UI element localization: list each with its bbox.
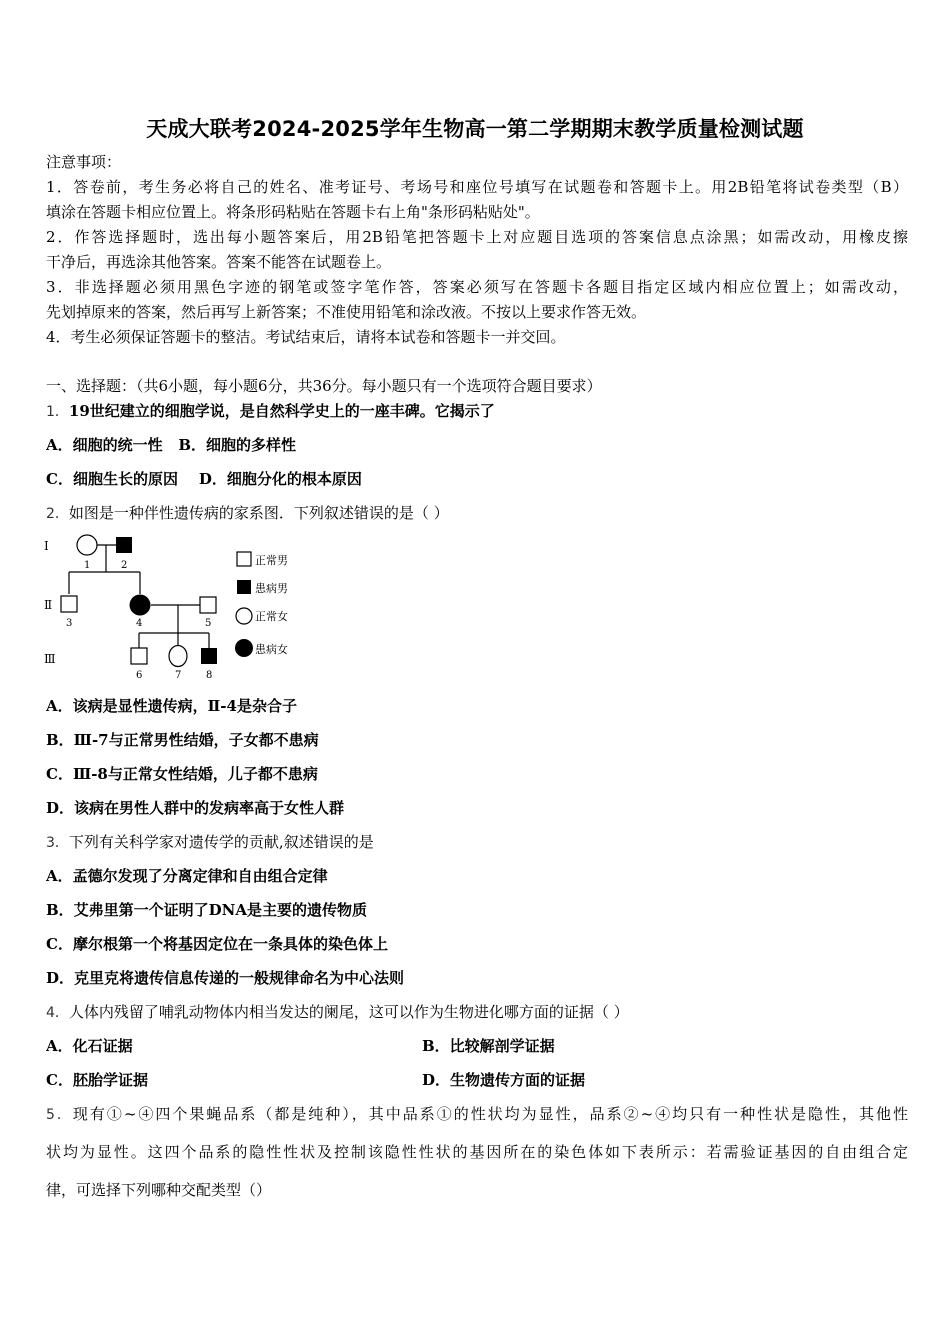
question-number: 1． xyxy=(46,404,69,420)
notice-line-3: 2．作答选择题时，选出每小题答案后，用2B铅笔把答题卡上对应题目选项的答案信息点涂黑；如需改动，用橡皮擦 xyxy=(46,228,908,246)
question-5-line-2: 状均为显性。这四个品系的隐性性状及控制该隐性性状的基因所在的染色体如下表所示：若需验证基因的自由组合定 xyxy=(46,1143,908,1161)
question-number: 3． xyxy=(46,835,69,851)
option-d: D．生物遗传方面的证据 xyxy=(422,1071,586,1089)
legend-affected-female: 患病女 xyxy=(255,643,288,656)
q2-option-b: B．Ⅲ-7与正常男性结婚，子女都不患病 xyxy=(46,731,319,749)
individual-5-normal-male xyxy=(200,597,216,613)
individual-number: 7 xyxy=(175,670,182,681)
question-stem: 现有①~④四个果蝇品系（都是纯种），其中品系①的性状均为显性，品系②~④均只有一种性状是隐性，其他性 xyxy=(72,1105,908,1123)
question-stem: 19世纪建立的细胞学说，是自然科学史上的一座丰碑。它揭示了 xyxy=(68,402,495,420)
q4-options-ab xyxy=(46,1036,908,1056)
q3-option-b: B．艾弗里第一个证明了DNA是主要的遗传物质 xyxy=(46,901,368,919)
legend-normal-female-symbol xyxy=(236,608,252,624)
legend-affected-male: 患病男 xyxy=(255,582,288,595)
section-heading: 一、选择题：（共6小题，每小题6分，共36分。每小题只有一个选项符合题目要求） xyxy=(46,377,602,395)
exam-title: 天成大联考2024-2025学年生物高一第二学期期末教学质量检测试题 xyxy=(146,117,804,141)
notice-heading: 注意事项： xyxy=(46,153,122,171)
question-stem: 人体内残留了哺乳动物体内相当发达的阑尾，这可以作为生物进化哪方面的证据（ ） xyxy=(68,1003,629,1021)
option-b: B．细胞的多样性 xyxy=(178,436,296,454)
option-a: A．细胞的统一性 xyxy=(46,436,163,454)
individual-number: 5 xyxy=(205,618,212,629)
question-3 xyxy=(46,832,908,853)
question-number: 5． xyxy=(46,1107,73,1123)
option-c: C．胚胎学证据 xyxy=(46,1071,148,1089)
question-number: 4． xyxy=(46,1005,69,1021)
individual-8-affected-male xyxy=(201,648,217,664)
individual-7-normal-female xyxy=(169,646,187,667)
pedigree-chart xyxy=(40,530,310,688)
option-c: C．细胞生长的原因 xyxy=(46,470,178,488)
individual-6-normal-male xyxy=(131,648,147,664)
question-1 xyxy=(46,401,908,422)
generation-label-2: Ⅱ xyxy=(44,598,53,612)
generation-label-1: Ⅰ xyxy=(44,539,49,553)
q3-option-a: A．孟德尔发现了分离定律和自由组合定律 xyxy=(46,867,328,885)
legend-normal-female: 正常女 xyxy=(255,610,288,623)
legend-affected-male-symbol xyxy=(237,580,251,594)
q1-options-cd xyxy=(46,469,908,489)
option-b: B．比较解剖学证据 xyxy=(422,1037,555,1055)
individual-number: 8 xyxy=(206,670,213,681)
q3-option-d: D．克里克将遗传信息传递的一般规律命名为中心法则 xyxy=(46,969,405,987)
individual-2-affected-male xyxy=(116,537,132,553)
individual-number: 6 xyxy=(136,670,143,681)
notice-line-4: 干净后，再选涂其他答案。答案不能答在试题卷上。 xyxy=(46,253,392,271)
individual-number: 1 xyxy=(84,560,91,571)
question-stem: 如图是一种伴性遗传病的家系图．下列叙述错误的是（ ） xyxy=(68,504,449,522)
question-5-line-3: 律，可选择下列哪种交配类型（） xyxy=(46,1181,272,1199)
legend-affected-female-symbol xyxy=(235,639,253,657)
question-number: 2． xyxy=(46,506,69,522)
legend-normal-male: 正常男 xyxy=(255,554,288,567)
option-d: D．细胞分化的根本原因 xyxy=(198,470,362,488)
individual-number: 3 xyxy=(66,618,73,629)
notice-line-2: 填涂在答题卡相应位置上。将条形码粘贴在答题卡右上角"条形码粘贴处"。 xyxy=(46,203,540,221)
notice-line-6: 先划掉原来的答案，然后再写上新答案；不准使用铅笔和涂改液。不按以上要求作答无效。 xyxy=(46,303,647,321)
generation-label-3: Ⅲ xyxy=(44,652,56,666)
notice-line-7: 4．考生必须保证答题卡的整洁。考试结束后，请将本试卷和答题卡一并交回。 xyxy=(46,328,566,346)
q4-options-cd xyxy=(46,1070,908,1090)
individual-1-normal-female xyxy=(77,535,97,555)
q2-option-a: A．该病是显性遗传病，Ⅱ-4是杂合子 xyxy=(46,697,297,715)
question-4 xyxy=(46,1002,908,1023)
notice-line-1: 1．答卷前，考生务必将自己的姓名、准考证号、考场号和座位号填写在试题卷和答题卡上。用2B铅笔将试卷类型（B） xyxy=(46,178,908,196)
option-a: A．化石证据 xyxy=(46,1037,133,1055)
q2-option-c: C．Ⅲ-8与正常女性结婚，儿子都不患病 xyxy=(46,765,318,783)
question-stem: 下列有关科学家对遗传学的贡献,叙述错误的是 xyxy=(68,833,374,851)
notice-line-5: 3．非选择题必须用黑色字迹的钢笔或签字笔作答，答案必须写在答题卡各题目指定区域内相应位置上；如需改动， xyxy=(46,278,908,296)
question-2 xyxy=(46,503,908,524)
individual-3-normal-male xyxy=(61,596,77,612)
individual-number: 2 xyxy=(121,560,128,571)
q3-option-c: C．摩尔根第一个将基因定位在一条具体的染色体上 xyxy=(46,935,388,953)
question-5-line-1 xyxy=(46,1104,908,1125)
individual-4-affected-female xyxy=(130,595,151,616)
legend-normal-male-symbol xyxy=(237,552,251,566)
q1-options-ab xyxy=(46,435,908,455)
q2-option-d: D．该病在男性人群中的发病率高于女性人群 xyxy=(46,799,345,817)
individual-number: 4 xyxy=(136,618,143,629)
